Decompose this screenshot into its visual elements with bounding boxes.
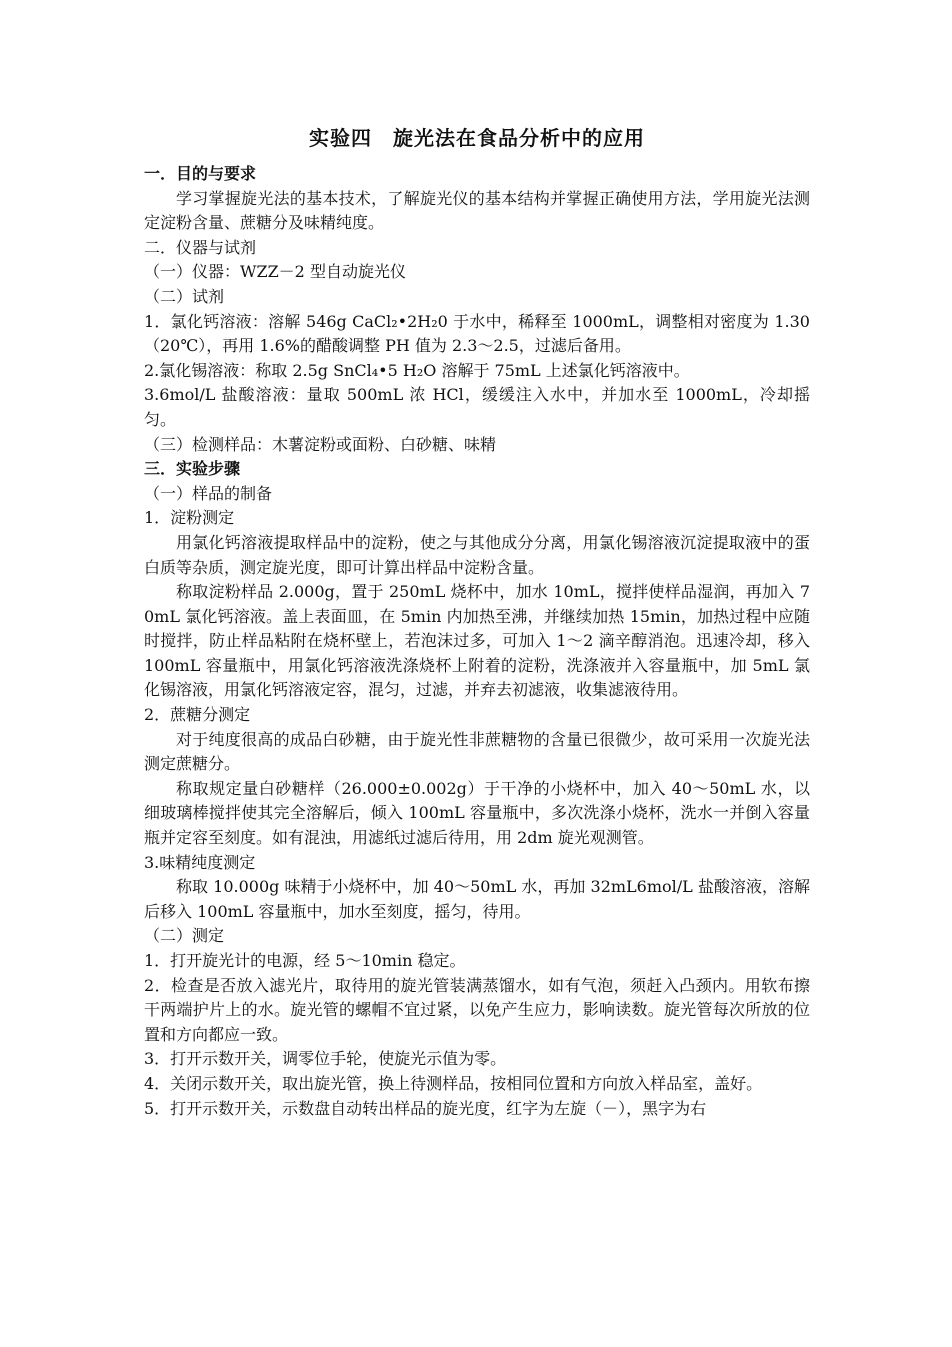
paragraph: 称取淀粉样品 2.000g，置于 250mL 烧杯中，加水 10mL，搅拌使样品湿润，再加入 70mL 氯化钙溶液。盖上表面皿，在 5min 内加热至沸，并继续加热 15min，加热过程中应随时搅拌，防止样品粘附在烧杯壁上，若泡沫过多，可加入 1～2 滴辛醇消泡。迅速冷却，移入 100mL 容量瓶中，用氯化钙溶液洗涤烧杯上附着的淀粉，洗涤液并入容量瓶中，加 5mL 氯化锡溶液，用氯化钙溶液定容，混匀，过滤，并弃去初滤液，收集滤液待用。 (144, 582, 810, 700)
document-body (144, 162, 810, 1121)
paragraph: 学习掌握旋光法的基本技术，了解旋光仪的基本结构并掌握正确使用方法，学用旋光法测定淀粉含量、蔗糖分及味精纯度。 (144, 188, 810, 233)
list-item: 1．打开旋光计的电源，经 5～10min 稳定。 (144, 951, 466, 970)
subsection-heading: （一）样品的制备 (144, 483, 273, 503)
list-item: 4．关闭示数开关，取出旋光管，换上待测样品，按相同位置和方向放入样品室，盖好。 (144, 1073, 763, 1093)
list-item: 2．蔗糖分测定 (144, 705, 251, 725)
subsection-heading: （三）检测样品：木薯淀粉或面粉、白砂糖、味精 (144, 434, 497, 454)
list-item: 1．氯化钙溶液：溶解 546g CaCl₂•2H₂0 于水中，稀释至 1000mL，调整相对密度为 1.30（20℃），再用 1.6%的醋酸调整 PH 值为 2.3～2.5，过滤后备用。 (144, 311, 810, 356)
paragraph: 称取规定量白砂糖样（26.000±0.002g）于干净的小烧杯中，加入 40～50mL 水，以细玻璃棒搅拌使其完全溶解后，倾入 100mL 容量瓶中，多次洗涤小烧杯，洗水一并倒入容量瓶并定容至刻度。如有混浊，用滤纸过滤后待用，用 2dm 旋光观测管。 (144, 778, 810, 848)
section-heading: 二．仪器与试剂 (144, 237, 257, 257)
paragraph: 对于纯度很高的成品白砂糖，由于旋光性非蔗糖物的含量已很微少，故可采用一次旋光法测定蔗糖分。 (144, 729, 810, 774)
paragraph: 用氯化钙溶液提取样品中的淀粉，使之与其他成分分离，用氯化锡溶液沉淀提取液中的蛋白质等杂质，测定旋光度，即可计算出样品中淀粉含量。 (144, 532, 810, 577)
list-item: 1．淀粉测定 (144, 508, 235, 528)
paragraph: 称取 10.000g 味精于小烧杯中，加 40～50mL 水，再加 32mL6mol/L 盐酸溶液，溶解后移入 100mL 容量瓶中，加水至刻度，摇匀，待用。 (144, 877, 810, 921)
subsection-heading: （二）测定 (144, 926, 225, 946)
section-heading: 一．目的与要求 (144, 164, 257, 183)
section-heading: 三．实验步骤 (144, 459, 241, 479)
subsection-heading: （一）仪器：WZZ－2 型自动旋光仪 (144, 262, 406, 282)
list-item: 2.氯化锡溶液：称取 2.5g SnCl₄•5 H₂O 溶解于 75mL 上述氯化钙溶液中。 (144, 360, 690, 380)
list-item: 3．打开示数开关，调零位手轮，使旋光示值为零。 (144, 1049, 507, 1069)
list-item: 3.味精纯度测定 (144, 852, 256, 872)
list-item: 3.6mol/L 盐酸溶液：量取 500mL 浓 HCl，缓缓注入水中，并加水至 1000mL，冷却摇匀。 (144, 385, 810, 429)
document-page (144, 124, 810, 1121)
list-item: 2．检查是否放入滤光片，取待用的旋光管装满蒸馏水，如有气泡，须赶入凸颈内。用软布擦干两端护片上的水。旋光管的螺帽不宜过紧，以免产生应力，影响读数。旋光管每次所放的位置和方向都应一致。 (144, 975, 810, 1044)
page-title: 实验四 旋光法在食品分析中的应用 (309, 126, 645, 150)
list-item: 5．打开示数开关，示数盘自动转出样品的旋光度，红字为左旋（－），黑字为右 (144, 1098, 707, 1118)
subsection-heading: （二）试剂 (144, 286, 225, 306)
